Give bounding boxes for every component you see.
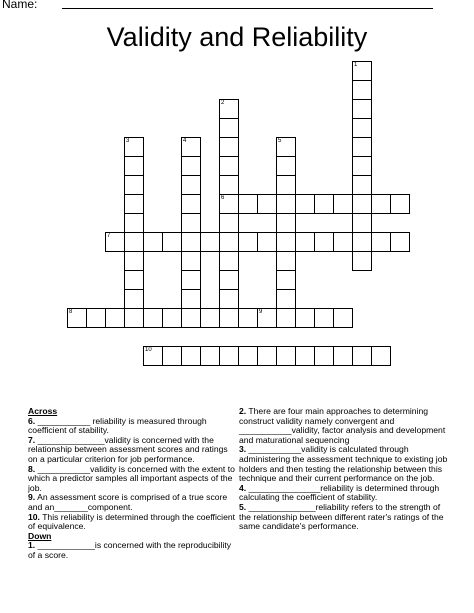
grid-cell[interactable] <box>181 194 201 214</box>
clue-number: 1. <box>28 540 36 551</box>
grid-cell[interactable] <box>124 175 144 195</box>
grid-cell[interactable] <box>238 346 258 366</box>
grid-cell[interactable] <box>333 346 353 366</box>
grid-cell[interactable] <box>352 175 372 195</box>
clue-text: ___________validity is calculated through administering the assessment technique to existing job holders and then testing the relationship between this technique and their current performance on the job. <box>239 444 448 484</box>
grid-cell[interactable] <box>314 232 334 252</box>
grid-cell[interactable] <box>352 61 372 81</box>
clue-number: 4. <box>239 482 247 493</box>
grid-cell[interactable] <box>276 251 296 271</box>
grid-cell[interactable] <box>295 194 315 214</box>
grid-cell[interactable] <box>67 308 87 328</box>
grid-cell[interactable] <box>219 270 239 290</box>
grid-cell[interactable] <box>352 118 372 138</box>
puzzle-title: Validity and Reliability <box>106 22 368 52</box>
clue-start-number: 6 <box>221 195 225 201</box>
grid-cell[interactable] <box>352 156 372 176</box>
across-heading: Across <box>28 406 58 416</box>
grid-cell[interactable] <box>124 194 144 214</box>
clue-start-number: 7 <box>107 233 111 239</box>
clue-number: 9. <box>28 492 36 503</box>
grid-cell[interactable] <box>219 213 239 233</box>
grid-cell[interactable] <box>371 194 391 214</box>
grid-cell[interactable] <box>124 270 144 290</box>
grid-cell[interactable] <box>219 175 239 195</box>
grid-cell[interactable] <box>124 232 144 252</box>
grid-cell[interactable] <box>352 194 372 214</box>
grid-cell[interactable] <box>219 137 239 157</box>
grid-cell[interactable] <box>219 118 239 138</box>
name-label: Name: <box>2 0 38 11</box>
clue-number: 10. <box>28 511 40 522</box>
grid-cell[interactable] <box>390 232 410 252</box>
grid-cell[interactable] <box>238 194 258 214</box>
grid-cell[interactable] <box>162 232 182 252</box>
grid-cell[interactable] <box>295 308 315 328</box>
grid-cell[interactable] <box>276 213 296 233</box>
grid-cell[interactable] <box>124 289 144 309</box>
grid-cell[interactable] <box>181 213 201 233</box>
clue-start-number: 2 <box>221 100 225 106</box>
clue-text: ____________is concerned with the reproducibility of a score. <box>28 540 232 560</box>
grid-cell[interactable] <box>181 289 201 309</box>
clue-text: An assessment score is comprised of a true score and an_______component. <box>28 492 228 512</box>
grid-cell[interactable] <box>219 232 239 252</box>
clue-down-3 <box>239 445 449 483</box>
grid-cell[interactable] <box>276 194 296 214</box>
grid-cell[interactable] <box>276 308 296 328</box>
grid-cell[interactable] <box>219 194 239 214</box>
clue-start-number: 10 <box>145 347 152 353</box>
grid-cell[interactable] <box>162 308 182 328</box>
clue-down-4 <box>239 484 449 503</box>
clue-number: 3. <box>239 444 247 455</box>
grid-cell[interactable] <box>257 346 277 366</box>
clue-start-number: 9 <box>259 309 263 315</box>
grid-cell[interactable] <box>352 137 372 157</box>
grid-cell[interactable] <box>238 308 258 328</box>
grid-cell[interactable] <box>352 80 372 100</box>
clue-start-number: 5 <box>278 138 282 144</box>
grid-cell[interactable] <box>162 346 182 366</box>
grid-cell[interactable] <box>257 194 277 214</box>
clues-left-column <box>28 407 236 561</box>
grid-cell[interactable] <box>333 194 353 214</box>
grid-cell[interactable] <box>105 232 125 252</box>
grid-cell[interactable] <box>181 175 201 195</box>
clues-section <box>28 407 448 607</box>
grid-cell[interactable] <box>276 175 296 195</box>
grid-cell[interactable] <box>86 308 106 328</box>
grid-cell[interactable] <box>276 270 296 290</box>
grid-cell[interactable] <box>219 308 239 328</box>
clue-text: There are four main approaches to determining construct validity namely convergent and ___________validity, factor analysis and development and maturational sequencing <box>239 406 446 445</box>
clue-number: 5. <box>239 501 247 512</box>
clue-start-number: 3 <box>126 138 130 144</box>
grid-cell[interactable] <box>295 232 315 252</box>
grid-cell[interactable] <box>181 156 201 176</box>
clue-start-number: 1 <box>354 62 358 68</box>
clue-across-7 <box>28 436 236 465</box>
clue-text: This reliability is determined through the coefficient of equivalence. <box>28 511 236 532</box>
clue-across-8 <box>28 465 236 494</box>
grid-cell[interactable] <box>124 251 144 271</box>
grid-cell[interactable] <box>314 308 334 328</box>
grid-cell[interactable] <box>219 346 239 366</box>
grid-cell[interactable] <box>352 251 372 271</box>
clue-text: ______________validity is concerned with the relationship between assessment scores and ratings on a particular criterion for job performance. <box>28 434 228 464</box>
grid-cell[interactable] <box>352 346 372 366</box>
clue-number: 2. <box>239 406 247 416</box>
grid-cell[interactable] <box>257 308 277 328</box>
clue-start-number: 8 <box>69 309 73 315</box>
clue-text: ___________ reliability is measured through coefficient of stability. <box>28 415 207 436</box>
grid-cell[interactable] <box>352 232 372 252</box>
clue-start-number: 4 <box>183 138 187 144</box>
grid-cell[interactable] <box>143 346 163 366</box>
grid-cell[interactable] <box>276 137 296 157</box>
grid-cell[interactable] <box>371 232 391 252</box>
clue-down-5 <box>239 503 449 532</box>
clue-text: ___________validity is concerned with the extent to which a predictor samples all important aspects of the job. <box>28 463 235 493</box>
grid-cell[interactable] <box>124 308 144 328</box>
down-heading: Down <box>28 530 52 541</box>
clue-text: _______________reliability is determined through calculating the coefficient of stability. <box>239 482 440 503</box>
grid-cell[interactable] <box>276 232 296 252</box>
grid-cell[interactable] <box>181 137 201 157</box>
clue-down-2 <box>239 407 449 445</box>
grid-cell[interactable] <box>295 346 315 366</box>
grid-cell[interactable] <box>219 289 239 309</box>
grid-cell[interactable] <box>200 308 220 328</box>
grid-cell[interactable] <box>200 346 220 366</box>
clue-across-6 <box>28 417 236 436</box>
grid-cell[interactable] <box>105 308 125 328</box>
grid-cell[interactable] <box>390 194 410 214</box>
grid-cell[interactable] <box>143 232 163 252</box>
grid-cell[interactable] <box>124 137 144 157</box>
clue-across-9 <box>28 493 236 512</box>
grid-cell[interactable] <box>124 213 144 233</box>
grid-cell[interactable] <box>276 156 296 176</box>
grid-cell[interactable] <box>352 99 372 119</box>
grid-cell[interactable] <box>314 346 334 366</box>
grid-cell[interactable] <box>238 232 258 252</box>
clues-right-column <box>239 407 449 532</box>
clue-text: ______________reliability refers to the strength of the relationship between different rater's ratings of the same candidate's performance. <box>239 501 444 532</box>
clue-across-10 <box>28 513 236 532</box>
clue-down-1 <box>28 541 236 560</box>
grid-cell[interactable] <box>276 346 296 366</box>
clue-number: 8. <box>28 463 36 474</box>
grid-cell[interactable] <box>371 346 391 366</box>
grid-cell[interactable] <box>257 232 277 252</box>
grid-cell[interactable] <box>124 156 144 176</box>
grid-cell[interactable] <box>200 232 220 252</box>
grid-cell[interactable] <box>181 346 201 366</box>
grid-cell[interactable] <box>314 194 334 214</box>
grid-cell[interactable] <box>333 232 353 252</box>
clue-number: 6. <box>28 415 36 426</box>
grid-cell[interactable] <box>181 232 201 252</box>
clue-number: 7. <box>28 434 36 445</box>
grid-cell[interactable] <box>352 213 372 233</box>
grid-cell[interactable] <box>219 156 239 176</box>
grid-cell[interactable] <box>219 251 239 271</box>
grid-cell[interactable] <box>181 308 201 328</box>
grid-cell[interactable] <box>181 270 201 290</box>
grid-cell[interactable] <box>333 308 353 328</box>
grid-cell[interactable] <box>219 99 239 119</box>
grid-cell[interactable] <box>143 308 163 328</box>
grid-cell[interactable] <box>276 289 296 309</box>
grid-cell[interactable] <box>181 251 201 271</box>
